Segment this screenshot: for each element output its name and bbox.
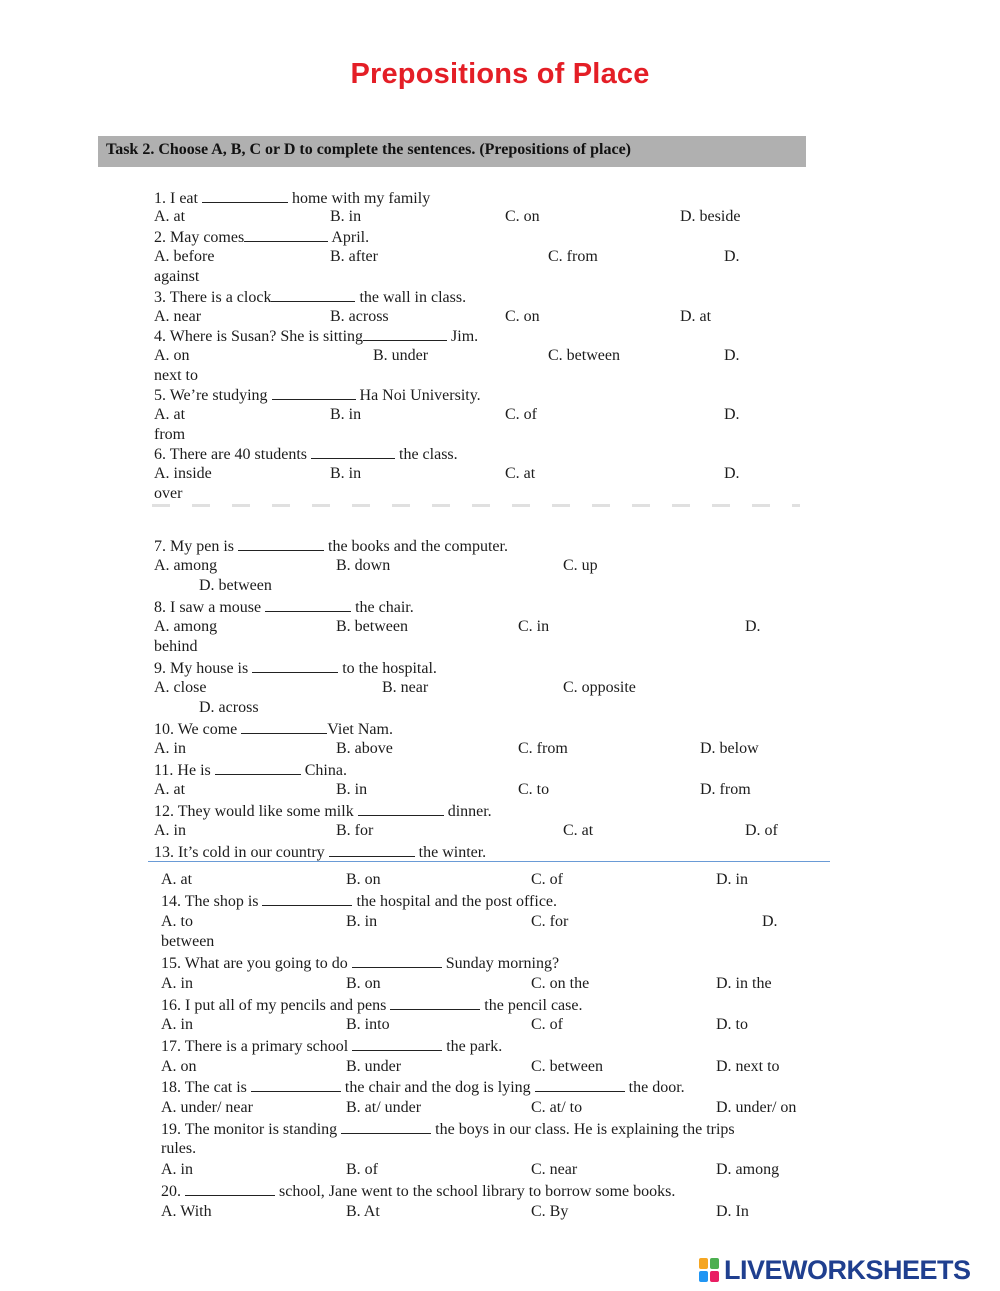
- answer-option[interactable]: A. among: [154, 618, 218, 635]
- answer-option[interactable]: A. inside: [154, 465, 212, 482]
- question-text-part: the boys in our class. He is explaining the trips: [431, 1121, 735, 1138]
- answer-option[interactable]: D. from: [700, 781, 751, 798]
- answer-option[interactable]: A. on: [154, 347, 190, 364]
- question-text: [161, 1181, 675, 1201]
- question-text-part: 15. What are you going to do: [161, 955, 352, 972]
- answer-blank[interactable]: [262, 891, 352, 906]
- question-text: [161, 1036, 502, 1056]
- answer-option[interactable]: C. of: [531, 1016, 563, 1033]
- answer-option[interactable]: C. near: [531, 1161, 578, 1178]
- answer-option[interactable]: C. from: [518, 740, 568, 757]
- question-text-part: 1. I eat: [154, 190, 202, 207]
- answer-option[interactable]: C. between: [548, 347, 620, 364]
- answer-option[interactable]: A. With: [161, 1203, 212, 1220]
- answer-option[interactable]: D. beside: [680, 208, 741, 225]
- answer-option[interactable]: D. among: [716, 1161, 780, 1178]
- answer-option[interactable]: D. below: [700, 740, 759, 757]
- wrapped-text: D. between: [199, 577, 272, 594]
- answer-option[interactable]: C. at: [505, 465, 536, 482]
- question-text-part: 14. The shop is: [161, 893, 263, 910]
- question-text: [154, 842, 486, 862]
- answer-option[interactable]: C. in: [518, 618, 550, 635]
- answer-option[interactable]: A. in: [154, 822, 186, 839]
- question-text-part: 10. We come: [154, 721, 242, 738]
- answer-option[interactable]: A. in: [161, 1016, 193, 1033]
- question-text: [154, 658, 437, 678]
- answer-option[interactable]: D. to: [716, 1016, 748, 1033]
- answer-option[interactable]: C. to: [518, 781, 550, 798]
- wrapped-text: rules.: [161, 1140, 197, 1157]
- wrapped-text: from: [154, 426, 186, 443]
- answer-option[interactable]: D.: [724, 406, 740, 423]
- answer-option[interactable]: C. for: [531, 913, 569, 930]
- answer-option[interactable]: D. next to: [716, 1058, 780, 1075]
- answer-option[interactable]: B. in: [330, 208, 362, 225]
- answer-blank[interactable]: [238, 536, 324, 551]
- answer-option[interactable]: B. in: [346, 913, 378, 930]
- answer-blank[interactable]: [252, 658, 338, 673]
- question-text: [154, 326, 478, 346]
- question-text: [154, 760, 347, 780]
- question-text-part: Viet Nam.: [327, 721, 393, 738]
- answer-option[interactable]: B. under: [373, 347, 429, 364]
- question-text-part: the hospital and the post office.: [352, 893, 558, 910]
- answer-blank[interactable]: [535, 1077, 625, 1092]
- question-text: [154, 801, 492, 821]
- question-text-part: 6. There are 40 students: [154, 446, 311, 463]
- answer-blank[interactable]: [352, 953, 442, 968]
- answer-blank[interactable]: [265, 597, 351, 612]
- answer-blank[interactable]: [241, 719, 327, 734]
- answer-blank[interactable]: [341, 1119, 431, 1134]
- answer-option[interactable]: B. At: [346, 1203, 380, 1220]
- wrapped-text: between: [161, 933, 215, 950]
- answer-option[interactable]: D. in the: [716, 975, 772, 992]
- wrapped-text: next to: [154, 367, 198, 384]
- answer-option[interactable]: B. above: [336, 740, 393, 757]
- answer-option[interactable]: B. of: [346, 1161, 378, 1178]
- question-text: [154, 227, 369, 247]
- question-text-part: the wall in class.: [355, 289, 467, 306]
- question-text: [154, 597, 414, 617]
- question-text: [154, 287, 466, 307]
- answer-blank[interactable]: [311, 444, 395, 459]
- answer-option[interactable]: B. for: [336, 822, 374, 839]
- answer-option[interactable]: D.: [724, 465, 740, 482]
- question-text: [154, 719, 393, 739]
- answer-option[interactable]: A. near: [154, 308, 202, 325]
- answer-blank[interactable]: [329, 842, 415, 857]
- answer-option[interactable]: C. up: [563, 557, 598, 574]
- answer-option[interactable]: B. down: [336, 557, 391, 574]
- answer-blank[interactable]: [202, 188, 288, 203]
- answer-option[interactable]: A. to: [161, 913, 193, 930]
- question-text: [161, 1119, 735, 1139]
- question-text-part: dinner.: [443, 803, 492, 820]
- question-text-part: the chair and the dog is lying: [340, 1079, 535, 1096]
- question-text-part: the class.: [395, 446, 458, 463]
- question-text-part: 19. The monitor is standing: [161, 1121, 342, 1138]
- answer-option[interactable]: D.: [724, 347, 740, 364]
- question-text-part: Ha Noi University.: [355, 387, 481, 404]
- answer-option[interactable]: C. at/ to: [531, 1099, 583, 1116]
- answer-option[interactable]: A. at: [154, 781, 186, 798]
- wrapped-text: D. across: [199, 699, 259, 716]
- answer-option[interactable]: C. on the: [531, 975, 590, 992]
- answer-option[interactable]: D. in: [716, 871, 748, 888]
- answer-option[interactable]: C. on: [505, 308, 540, 325]
- answer-option[interactable]: A. at: [154, 208, 186, 225]
- answer-option[interactable]: A. on: [161, 1058, 197, 1075]
- answer-option[interactable]: D. In: [716, 1203, 749, 1220]
- answer-blank[interactable]: [251, 1077, 341, 1092]
- liveworksheets-logo: [698, 1255, 971, 1285]
- page-title: Prepositions of Place: [350, 58, 650, 90]
- question-text-part: 16. I put all of my pencils and pens: [161, 997, 391, 1014]
- question-text: [161, 1077, 685, 1097]
- answer-option[interactable]: C. opposite: [563, 679, 636, 696]
- wrapped-text: over: [154, 485, 183, 502]
- answer-option[interactable]: B. in: [330, 465, 362, 482]
- question-text-part: the door.: [624, 1079, 685, 1096]
- answer-option[interactable]: A. at: [154, 406, 186, 423]
- answer-option[interactable]: D.: [724, 248, 740, 265]
- question-text-part: to the hospital.: [338, 660, 437, 677]
- answer-blank[interactable]: [272, 385, 356, 400]
- answer-blank[interactable]: [244, 227, 328, 242]
- question-text-part: the winter.: [414, 844, 487, 861]
- answer-option[interactable]: C. from: [548, 248, 598, 265]
- question-text-part: 9. My house is: [154, 660, 253, 677]
- section-rule: [148, 861, 830, 862]
- question-text-part: April.: [328, 229, 370, 246]
- question-text: [161, 953, 559, 973]
- question-text-part: China.: [300, 762, 347, 779]
- answer-blank[interactable]: [271, 287, 355, 302]
- answer-option[interactable]: B. at/ under: [346, 1099, 422, 1116]
- answer-option[interactable]: D.: [745, 618, 761, 635]
- task-header: Task 2. Choose A, B, C or D to complete the sentences. (Prepositions of place): [98, 136, 806, 167]
- answer-option[interactable]: A. under/ near: [161, 1099, 253, 1116]
- answer-blank[interactable]: [358, 801, 444, 816]
- question-text-part: 2. May comes: [154, 229, 245, 246]
- question-text-part: 11. He is: [154, 762, 215, 779]
- question-text-part: 17. There is a primary school: [161, 1038, 353, 1055]
- question-text-part: Sunday morning?: [441, 955, 560, 972]
- question-text-part: 12. They would like some milk: [154, 803, 358, 820]
- question-text-part: the park.: [442, 1038, 503, 1055]
- answer-option[interactable]: B. between: [336, 618, 408, 635]
- answer-option[interactable]: D. under/ on: [716, 1099, 797, 1116]
- wrapped-text: behind: [154, 638, 198, 655]
- answer-option[interactable]: A. in: [161, 975, 193, 992]
- question-text: [154, 536, 508, 556]
- question-text-part: 3. There is a clock: [154, 289, 272, 306]
- question-text: [161, 891, 557, 911]
- answer-option[interactable]: B. into: [346, 1016, 390, 1033]
- answer-blank[interactable]: [352, 1036, 442, 1051]
- answer-option[interactable]: B. on: [346, 975, 381, 992]
- question-text-part: the chair.: [351, 599, 414, 616]
- answer-option[interactable]: C. of: [505, 406, 537, 423]
- answer-option[interactable]: B. on: [346, 871, 381, 888]
- answer-option[interactable]: D. of: [745, 822, 778, 839]
- question-text-part: 5. We’re studying: [154, 387, 272, 404]
- logo-text: LIVEWORKSHEETS: [724, 1254, 971, 1285]
- answer-option[interactable]: A. at: [161, 871, 193, 888]
- question-text-part: Jim.: [447, 328, 479, 345]
- question-text: [154, 188, 430, 208]
- question-text-part: the books and the computer.: [324, 538, 508, 555]
- answer-blank[interactable]: [185, 1181, 275, 1196]
- question-text-part: 7. My pen is: [154, 538, 238, 555]
- answer-option[interactable]: A. close: [154, 679, 207, 696]
- question-text: [154, 444, 458, 464]
- question-text-part: 8. I saw a mouse: [154, 599, 266, 616]
- question-text-part: the pencil case.: [480, 997, 583, 1014]
- answer-option[interactable]: C. at: [563, 822, 594, 839]
- answer-option[interactable]: B. near: [382, 679, 429, 696]
- answer-option[interactable]: C. By: [531, 1203, 569, 1220]
- question-text-part: home with my family: [287, 190, 431, 207]
- question-text-part: 20.: [161, 1183, 185, 1200]
- answer-option[interactable]: B. in: [330, 406, 362, 423]
- answer-option[interactable]: D. at: [680, 308, 712, 325]
- answer-option[interactable]: A. in: [161, 1161, 193, 1178]
- answer-option[interactable]: B. after: [330, 248, 378, 265]
- answer-option[interactable]: C. between: [531, 1058, 603, 1075]
- answer-option[interactable]: A. in: [154, 740, 186, 757]
- answer-option[interactable]: A. before: [154, 248, 215, 265]
- question-text-part: 4. Where is Susan? She is sitting: [154, 328, 364, 345]
- answer-blank[interactable]: [363, 326, 447, 341]
- answer-option[interactable]: A. among: [154, 557, 218, 574]
- question-text: [161, 995, 582, 1015]
- question-text: [154, 385, 481, 405]
- answer-option[interactable]: C. of: [531, 871, 563, 888]
- answer-option[interactable]: B. under: [346, 1058, 402, 1075]
- answer-option[interactable]: C. on: [505, 208, 540, 225]
- answer-option[interactable]: B. across: [330, 308, 389, 325]
- answer-option[interactable]: D.: [762, 913, 778, 930]
- answer-option[interactable]: B. in: [336, 781, 368, 798]
- page-cut-divider: [152, 504, 800, 507]
- wrapped-text: against: [154, 268, 200, 285]
- answer-blank[interactable]: [390, 995, 480, 1010]
- answer-blank[interactable]: [215, 760, 301, 775]
- question-text-part: school, Jane went to the school library to borrow some books.: [275, 1183, 676, 1200]
- question-text-part: 18. The cat is: [161, 1079, 251, 1096]
- logo-mark-icon: [698, 1257, 720, 1283]
- question-text-part: 13. It’s cold in our country: [154, 844, 329, 861]
